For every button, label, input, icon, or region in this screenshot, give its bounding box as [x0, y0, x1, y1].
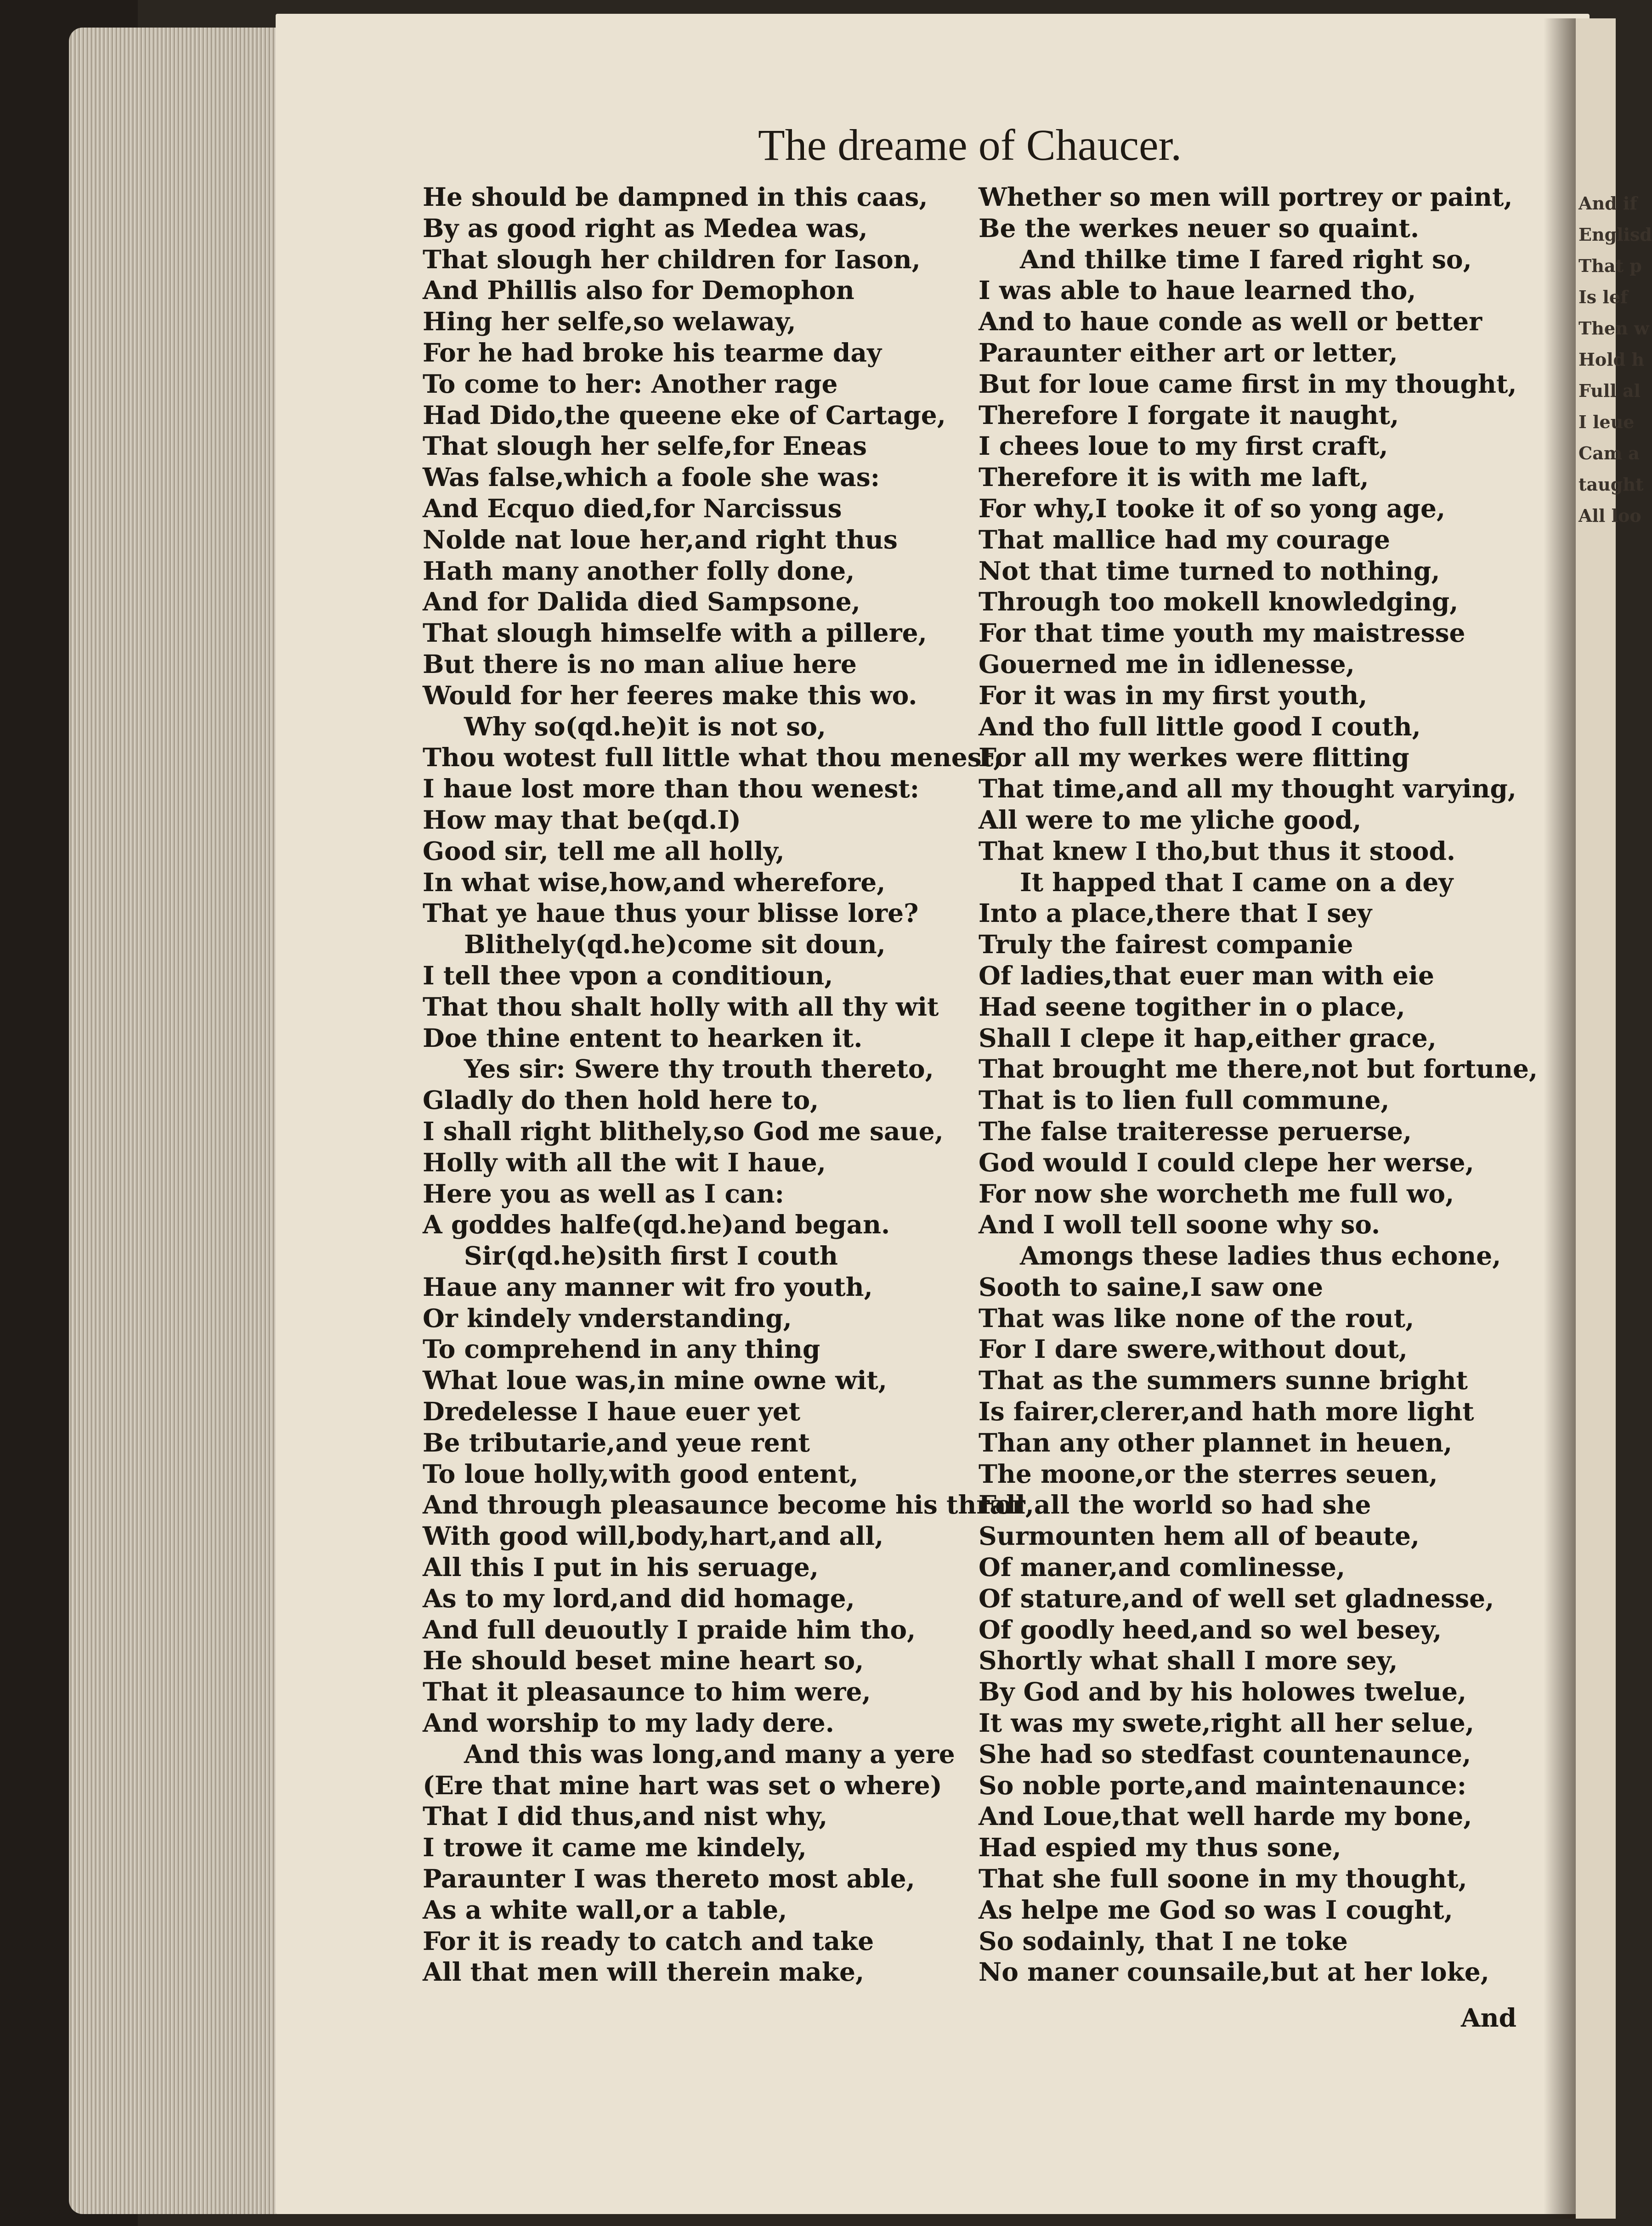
- verse-line: Yes sir: Swere thy trouth thereto,: [464, 1054, 934, 1084]
- verse-line: No maner counsaile,but at her loke,: [979, 1957, 1489, 1987]
- verse-line: Had Dido,the queene eke of Cartage,: [423, 400, 946, 430]
- verse-line: (Ere that mine hart was set o where): [423, 1770, 942, 1800]
- verse-line: Would for her feeres make this wo.: [423, 680, 917, 710]
- catchword: And: [1461, 2003, 1517, 2033]
- verse-line: That slough her selfe,for Eneas: [423, 431, 867, 461]
- verse-line: That slough her children for Iason,: [423, 244, 921, 274]
- verse-line: I shall right blithely,so God me saue,: [423, 1116, 944, 1146]
- verse-line: Holly with all the wit I haue,: [423, 1147, 826, 1177]
- verse-line: That thou shalt holly with all thy wit: [423, 991, 939, 1022]
- verse-line: For I dare swere,without dout,: [979, 1334, 1408, 1364]
- verse-line: And thilke time I fared right so,: [1020, 244, 1472, 274]
- facing-page-edge: [1576, 18, 1652, 2219]
- verse-line: I trowe it came me kindely,: [423, 1832, 807, 1863]
- verse-line: That brought me there,not but fortune,: [979, 1054, 1538, 1084]
- verse-line: To come to her: Another rage: [423, 368, 838, 399]
- facing-page-fragment: All loo: [1578, 505, 1641, 526]
- verse-line: For it is ready to catch and take: [423, 1926, 874, 1956]
- verse-line: That is to lien full commune,: [979, 1085, 1390, 1115]
- binding-gutter: [1544, 18, 1576, 2219]
- verse-line: So noble porte,and maintenaunce:: [979, 1770, 1467, 1800]
- verse-line: Of goodly heed,and so wel besey,: [979, 1614, 1442, 1644]
- verse-line: That ye haue thus your blisse lore?: [423, 898, 919, 928]
- facing-page-fragment: That p: [1578, 255, 1642, 276]
- verse-line: Thou wotest full little what thou menest,: [423, 742, 1002, 773]
- verse-line: Therefore I forgate it naught,: [979, 400, 1399, 430]
- verse-line: God would I could clepe her werse,: [979, 1147, 1474, 1177]
- verse-line: Sir(qd.he)sith first I couth: [464, 1241, 838, 1271]
- verse-line: Of stature,and of well set gladnesse,: [979, 1583, 1494, 1613]
- verse-line: Gladly do then hold here to,: [423, 1085, 819, 1115]
- verse-line: That mallice had my courage: [979, 524, 1391, 554]
- facing-page-fragment: Is lef: [1578, 287, 1628, 307]
- verse-line: By as good right as Medea was,: [423, 213, 868, 243]
- verse-line: She had so stedfast countenaunce,: [979, 1739, 1471, 1769]
- verse-line: That I did thus,and nist why,: [423, 1801, 828, 1831]
- verse-line: Amongs these ladies thus echone,: [1020, 1241, 1501, 1271]
- verse-line: And to haue conde as well or better: [979, 306, 1482, 337]
- verse-line: For he had broke his tearme day: [423, 337, 882, 367]
- verse-line: As helpe me God so was I cought,: [979, 1894, 1453, 1925]
- verse-line: And for Dalida died Sampsone,: [423, 587, 860, 617]
- verse-line: I chees loue to my first craft,: [979, 431, 1388, 461]
- verse-line: Of ladies,that euer man with eie: [979, 960, 1435, 990]
- verse-line: To loue holly,with good entent,: [423, 1458, 859, 1489]
- verse-line: Here you as well as I can:: [423, 1178, 784, 1209]
- verse-line: Nolde nat loue her,and right thus: [423, 524, 898, 554]
- verse-line: But there is no man aliue here: [423, 649, 857, 679]
- verse-line: For now she worcheth me full wo,: [979, 1178, 1454, 1209]
- verse-line: That knew I tho,but thus it stood.: [979, 836, 1456, 866]
- verse-line: Had seene togither in o place,: [979, 991, 1405, 1022]
- verse-line: All this I put in his seruage,: [423, 1552, 819, 1582]
- verse-line: A goddes halfe(qd.he)and began.: [423, 1209, 890, 1240]
- verse-line: That she full soone in my thought,: [979, 1864, 1467, 1894]
- verse-line: Be tributarie,and yeue rent: [423, 1427, 810, 1458]
- verse-line: All were to me yliche good,: [979, 804, 1362, 835]
- verse-line: That it pleasaunce to him were,: [423, 1677, 871, 1707]
- verse-line: For it was in my first youth,: [979, 680, 1368, 710]
- verse-line: Hing her selfe,so welaway,: [423, 306, 796, 337]
- verse-line: Dredelesse I haue euer yet: [423, 1396, 801, 1427]
- verse-line: He should beset mine heart so,: [423, 1645, 864, 1676]
- verse-line: Is fairer,clerer,and hath more light: [979, 1396, 1474, 1427]
- running-head: The dreame of Chaucer.: [758, 120, 1182, 169]
- verse-line: Paraunter I was thereto most able,: [423, 1864, 915, 1894]
- verse-line: As to my lord,and did homage,: [423, 1583, 855, 1613]
- verse-line: And this was long,and many a yere: [464, 1739, 955, 1769]
- right-text-column: [979, 181, 1544, 1988]
- verse-line: Than any other plannet in heuen,: [979, 1427, 1453, 1458]
- verse-line: For all my werkes were flitting: [979, 742, 1409, 773]
- left-text-column: [423, 181, 1034, 1988]
- verse-line: Whether so men will portrey or paint,: [979, 182, 1513, 212]
- verse-line: Shortly what shall I more sey,: [979, 1645, 1398, 1676]
- verse-line: How may that be(qd.I): [423, 804, 741, 835]
- facing-page-fragment: Cam a: [1578, 443, 1640, 463]
- verse-line: To comprehend in any thing: [423, 1334, 820, 1364]
- verse-line: And full deuoutly I praide him tho,: [423, 1614, 916, 1644]
- facing-page-fragment: Hold h: [1578, 349, 1645, 370]
- verse-line: But for loue came first in my thought,: [979, 368, 1517, 399]
- verse-line: It was my swete,right all her selue,: [979, 1708, 1475, 1738]
- verse-line: For all the world so had she: [979, 1490, 1371, 1520]
- verse-line: Doe thine entent to hearken it.: [423, 1023, 863, 1053]
- verse-line: I haue lost more than thou wenest:: [423, 774, 920, 804]
- verse-line: All that men will therein make,: [423, 1957, 865, 1987]
- verse-line: Of maner,and comlinesse,: [979, 1552, 1346, 1582]
- verse-line: Haue any manner wit fro youth,: [423, 1271, 873, 1302]
- verse-line: Blithely(qd.he)come sit doun,: [464, 929, 886, 960]
- verse-line: That as the summers sunne bright: [979, 1365, 1468, 1395]
- verse-line: I tell thee vpon a conditioun,: [423, 960, 833, 990]
- verse-line: Therefore it is with me laft,: [979, 462, 1369, 492]
- verse-line: And Ecquo died,for Narcissus: [423, 493, 842, 523]
- verse-line: I was able to haue learned tho,: [979, 275, 1416, 305]
- verse-line: So sodainly, that I ne toke: [979, 1926, 1348, 1956]
- verse-line: Shall I clepe it hap,either grace,: [979, 1023, 1437, 1053]
- verse-line: Hath many another folly done,: [423, 555, 855, 586]
- verse-line: Be the werkes neuer so quaint.: [979, 213, 1420, 243]
- verse-line: That slough himselfe with a pillere,: [423, 618, 927, 648]
- verse-line: Was false,which a foole she was:: [423, 462, 880, 492]
- verse-line: For why,I tooke it of so yong age,: [979, 493, 1446, 523]
- verse-line: In what wise,how,and wherefore,: [423, 867, 886, 897]
- verse-line: Gouerned me in idlenesse,: [979, 649, 1355, 679]
- verse-line: The false traiteresse peruerse,: [979, 1116, 1412, 1146]
- verse-line: Good sir, tell me all holly,: [423, 836, 785, 866]
- verse-line: What loue was,in mine owne wit,: [423, 1365, 887, 1395]
- verse-line: He should be dampned in this caas,: [423, 182, 928, 212]
- verse-line: Into a place,there that I sey: [979, 898, 1372, 928]
- verse-line: That time,and all my thought varying,: [979, 774, 1516, 804]
- verse-line: Not that time turned to nothing,: [979, 555, 1440, 586]
- verse-line: And tho full little good I couth,: [979, 711, 1421, 741]
- facing-page-fragment: I leue: [1578, 412, 1635, 432]
- verse-line: It happed that I came on a dey: [1020, 867, 1454, 897]
- verse-line: And Phillis also for Demophon: [423, 275, 854, 305]
- verse-line: Or kindely vnderstanding,: [423, 1303, 792, 1333]
- page-block-edges: [69, 28, 280, 2214]
- facing-page-fragment: taught: [1578, 474, 1644, 495]
- verse-line: And worship to my lady dere.: [423, 1708, 834, 1738]
- verse-line: By God and by his holowes twelue,: [979, 1677, 1467, 1707]
- verse-line: Through too mokell knowledging,: [979, 587, 1459, 617]
- verse-line: For that time youth my maistresse: [979, 618, 1465, 648]
- verse-line: Truly the fairest companie: [979, 929, 1353, 960]
- facing-page-fragment: Englisd: [1578, 224, 1652, 245]
- verse-line: Paraunter either art or letter,: [979, 337, 1398, 367]
- facing-page-fragment: And if: [1578, 193, 1637, 214]
- verse-line: Surmounten hem all of beaute,: [979, 1521, 1420, 1551]
- verse-line: Had espied my thus sone,: [979, 1832, 1341, 1863]
- facing-page-fragment: Then w: [1578, 318, 1649, 339]
- facing-page-fragment: Full al: [1578, 380, 1641, 401]
- verse-line: Sooth to saine,I saw one: [979, 1271, 1324, 1302]
- verse-line: As a white wall,or a table,: [423, 1894, 787, 1925]
- verse-line: The moone,or the sterres seuen,: [979, 1458, 1438, 1489]
- verse-line: Why so(qd.he)it is not so,: [464, 711, 826, 741]
- verse-line: With good will,body,hart,and all,: [423, 1521, 884, 1551]
- verse-line: And through pleasaunce become his thrall,: [423, 1490, 1034, 1520]
- verse-line: And Loue,that well harde my bone,: [979, 1801, 1472, 1831]
- verse-line: That was like none of the rout,: [979, 1303, 1414, 1333]
- verse-line: And I woll tell soone why so.: [979, 1209, 1380, 1240]
